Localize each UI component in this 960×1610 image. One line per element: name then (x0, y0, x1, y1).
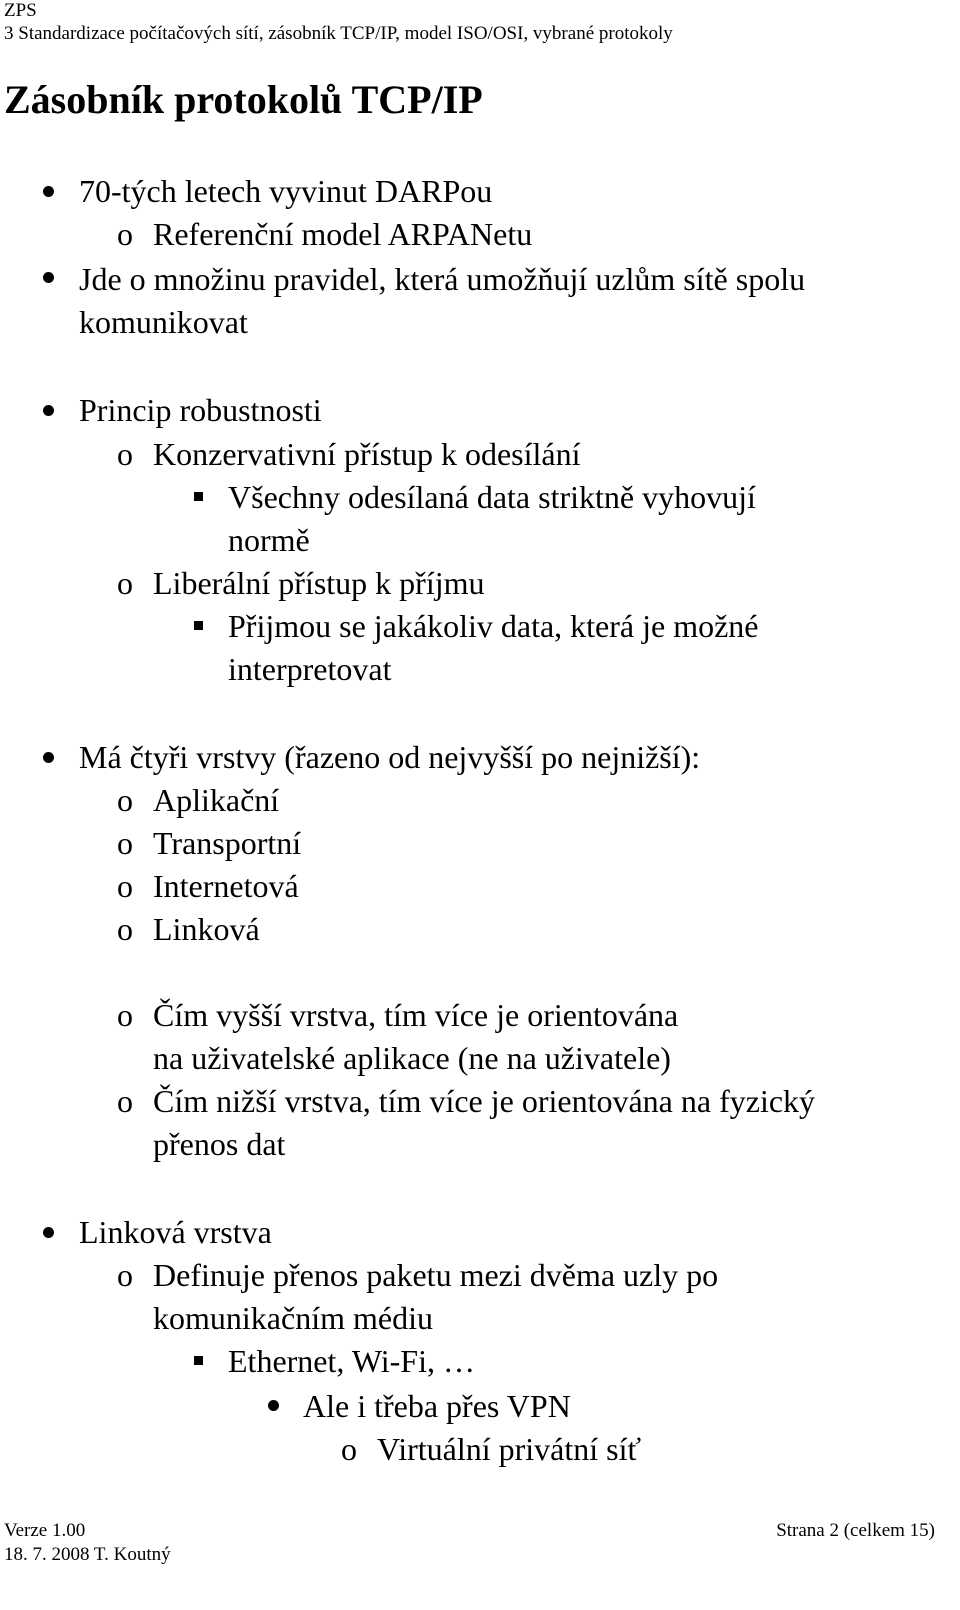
bullet-o-icon: o (117, 1083, 133, 1119)
list-item-continuation: komunikovat (79, 304, 248, 340)
bullet-dot-icon (43, 752, 54, 763)
list-item: Linková (153, 911, 260, 947)
list-item-continuation: komunikačním médiu (153, 1300, 433, 1336)
list-item-continuation: normě (228, 522, 310, 558)
bullet-dot-icon (43, 1227, 54, 1238)
list-item: Princip robustnosti (79, 392, 322, 428)
footer-page-number: Strana 2 (celkem 15) (776, 1520, 935, 1541)
header-short: ZPS (4, 0, 37, 21)
bullet-o-icon: o (117, 1257, 133, 1293)
list-item: Konzervativní přístup k odesílání (153, 436, 581, 472)
bullet-dot-icon (43, 272, 54, 283)
bullet-o-icon: o (341, 1431, 357, 1467)
list-item: Internetová (153, 868, 299, 904)
footer-date-author: 18. 7. 2008 T. Koutný (4, 1544, 171, 1565)
bullet-dot-icon (43, 405, 54, 416)
footer-version: Verze 1.00 (4, 1520, 86, 1541)
bullet-square-icon (194, 492, 203, 501)
bullet-o-icon: o (117, 782, 133, 818)
bullet-o-icon: o (117, 997, 133, 1033)
list-item: 70-tých letech vyvinut DARPou (79, 173, 493, 209)
list-item-continuation: na uživatelské aplikace (ne na uživatele) (153, 1040, 671, 1076)
list-item: Referenční model ARPANetu (153, 216, 533, 252)
bullet-o-icon: o (117, 868, 133, 904)
list-item: Virtuální privátní síť (377, 1431, 642, 1467)
bullet-square-icon (194, 621, 203, 630)
list-item: Čím vyšší vrstva, tím více je orientována (153, 997, 679, 1033)
list-item: Definuje přenos paketu mezi dvěma uzly po (153, 1257, 719, 1293)
list-item-continuation: interpretovat (228, 651, 392, 687)
list-item: Linková vrstva (79, 1214, 272, 1250)
list-item: Liberální přístup k příjmu (153, 565, 485, 601)
list-item: Jde o množinu pravidel, která umožňují uzlům sítě spolu (79, 261, 806, 297)
bullet-dot-icon (268, 1400, 279, 1411)
list-item: Ethernet, Wi-Fi, … (228, 1343, 475, 1379)
bullet-o-icon: o (117, 825, 133, 861)
bullet-square-icon (194, 1356, 203, 1365)
list-item: Aplikační (153, 782, 280, 818)
bullet-o-icon: o (117, 216, 133, 252)
list-item: Transportní (153, 825, 302, 861)
bullet-o-icon: o (117, 436, 133, 472)
list-item: Čím nižší vrstva, tím více je orientována na fyzický (153, 1083, 816, 1119)
list-item: Všechny odesílaná data striktně vyhovují (228, 479, 756, 515)
bullet-dot-icon (43, 186, 54, 197)
bullet-o-icon: o (117, 911, 133, 947)
bullet-o-icon: o (117, 565, 133, 601)
list-item: Má čtyři vrstvy (řazeno od nejvyšší po nejnižší): (79, 739, 701, 775)
header-chapter: 3 Standardizace počítačových sítí, zásobník TCP/IP, model ISO/OSI, vybrané protokoly (4, 23, 673, 44)
list-item: Přijmou se jakákoliv data, která je možné (228, 608, 759, 644)
list-item: Ale i třeba přes VPN (303, 1388, 571, 1424)
list-item-continuation: přenos dat (153, 1126, 286, 1162)
page-title: Zásobník protokolů TCP/IP (4, 77, 483, 122)
